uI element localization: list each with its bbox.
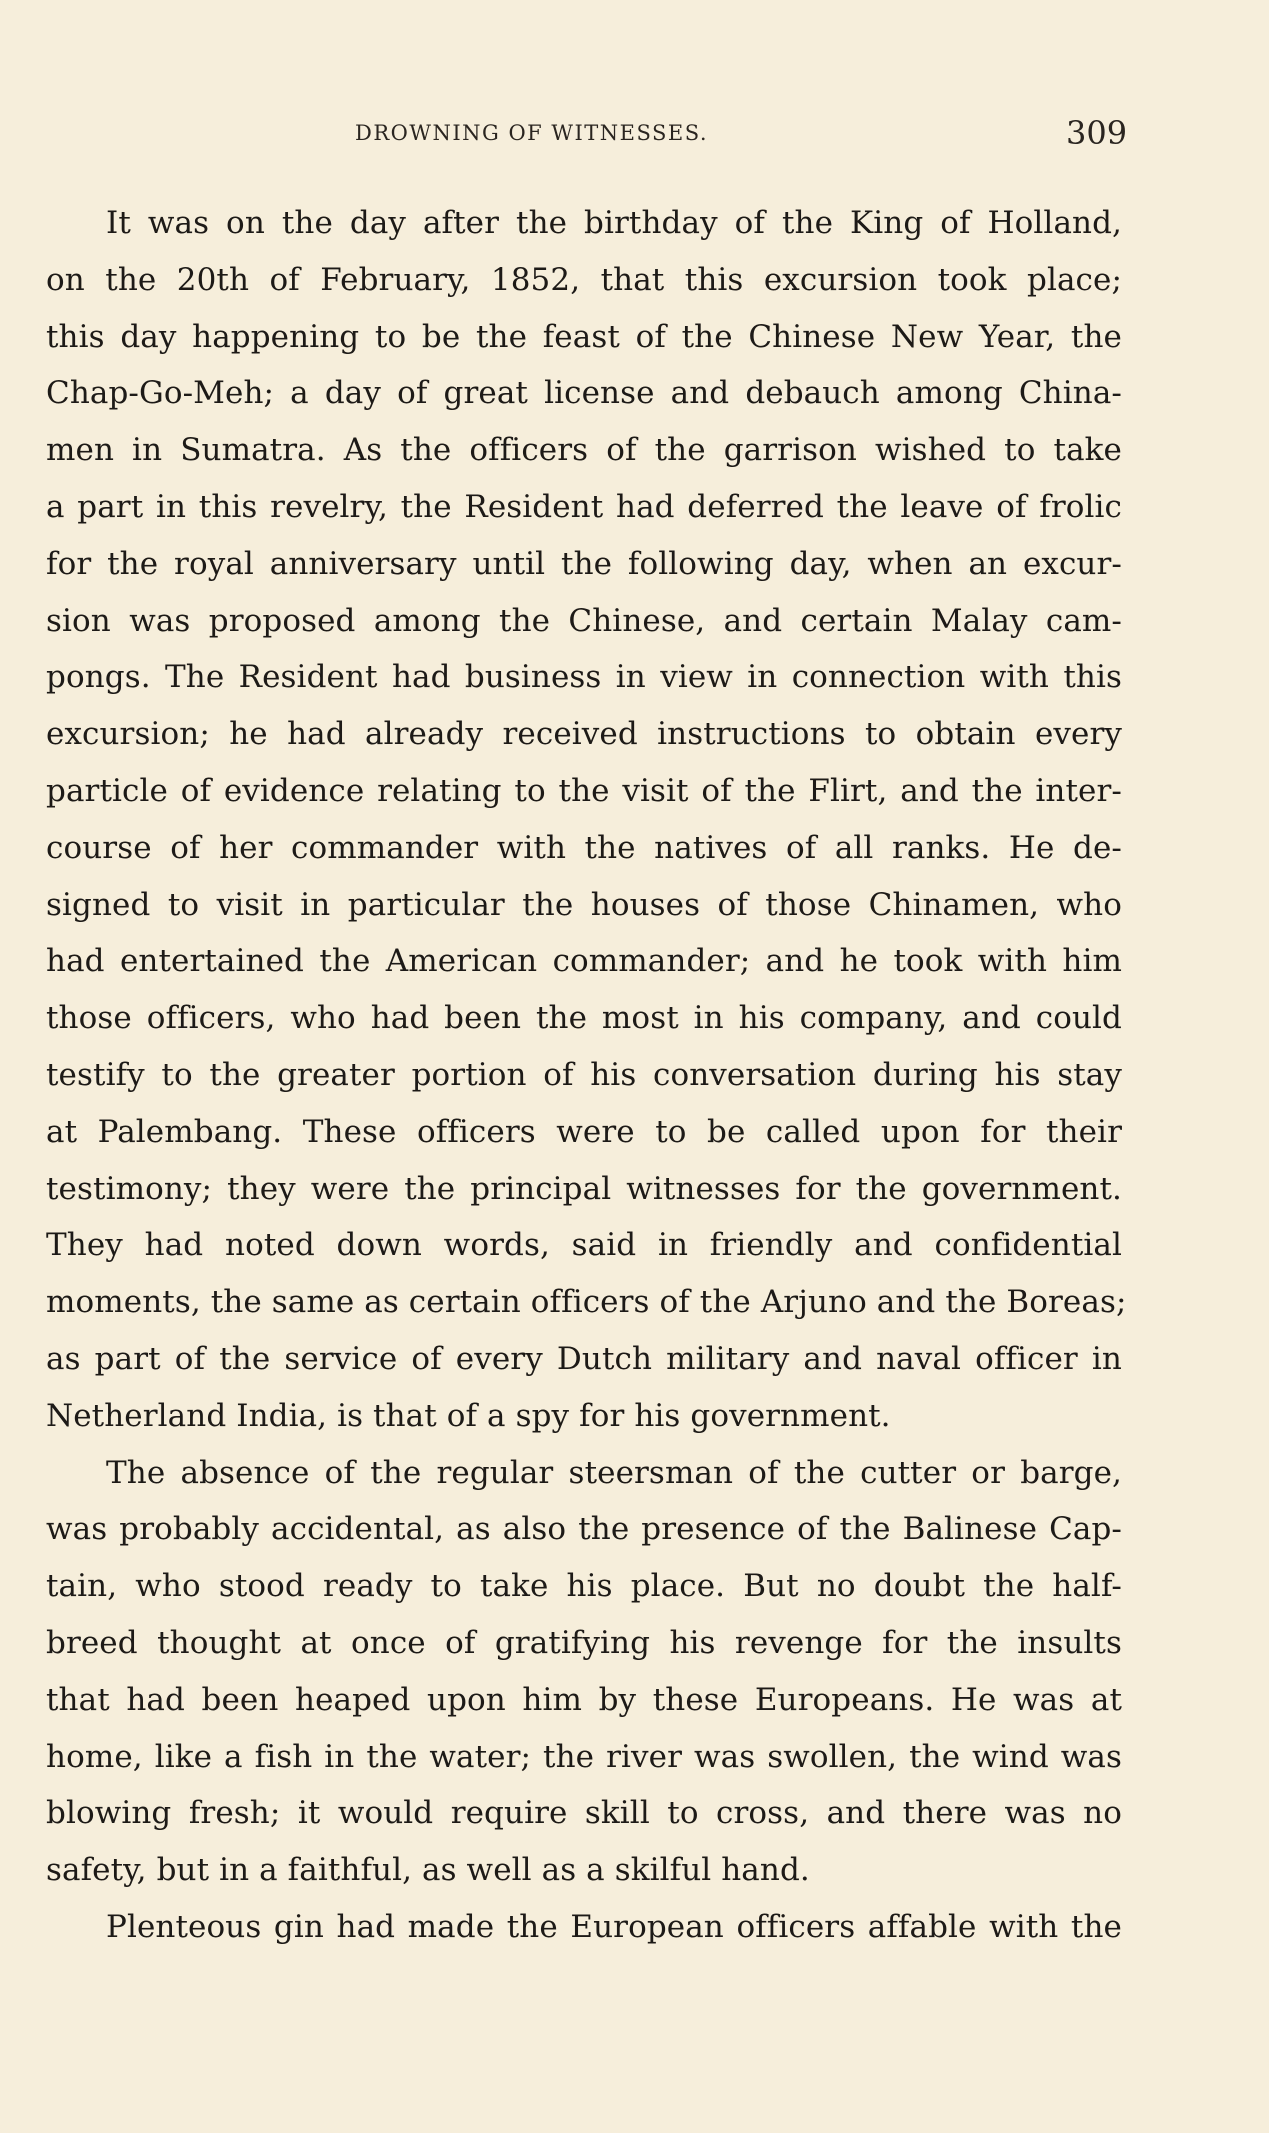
text-line: pongs. The Resident had business in view in connection with this <box>46 659 1122 696</box>
text-line: moments, the same as certain officers of the Arjuno and the Boreas; <box>46 1284 1127 1321</box>
text-line: excursion; he had already received instructions to obtain every <box>46 716 1122 753</box>
text-line: particle of evidence relating to the visit of the Flirt, and the inter- <box>46 772 1122 809</box>
text-line: testimony; they were the principal witnesses for the government. <box>46 1170 1122 1207</box>
text-line: The absence of the regular steersman of the cutter or barge, <box>106 1454 1122 1491</box>
text-line: safety, but in a faithful, as well as a skilful hand. <box>46 1852 810 1889</box>
text-line: those officers, who had been the most in his company, and could <box>46 1000 1122 1037</box>
text-line: Plenteous gin had made the European officers affable with the <box>106 1908 1122 1945</box>
body-text <box>46 205 1127 1969</box>
text-line: Chap-Go-Meh; a day of great license and debauch among China- <box>46 375 1122 412</box>
running-head: DROWNING OF WITNESSES. <box>355 121 709 145</box>
text-line: sion was proposed among the Chinese, and certain Malay cam- <box>46 602 1122 639</box>
text-line: breed thought at once of gratifying his revenge for the insults <box>46 1624 1122 1661</box>
text-line: home, like a fish in the water; the river was swollen, the wind was <box>46 1738 1122 1775</box>
page-number: 309 <box>1066 114 1128 152</box>
text-line: They had noted down words, said in friendly and confidential <box>46 1227 1122 1264</box>
text-line: signed to visit in particular the houses of those Chinamen, who <box>46 886 1122 923</box>
text-line: this day happening to be the feast of the Chinese New Year, the <box>46 318 1122 355</box>
text-line: blowing fresh; it would require skill to cross, and there was no <box>46 1795 1122 1832</box>
text-line: on the 20th of February, 1852, that this excursion took place; <box>46 261 1122 298</box>
text-line: men in Sumatra. As the officers of the garrison wished to take <box>46 432 1122 469</box>
text-line: that had been heaped upon him by these Europeans. He was at <box>46 1681 1122 1718</box>
text-line: tain, who stood ready to take his place. But no doubt the half- <box>46 1568 1122 1605</box>
text-line: at Palembang. These officers were to be called upon for their <box>46 1113 1122 1150</box>
text-line: It was on the day after the birthday of the King of Holland, <box>106 205 1122 241</box>
text-line: Netherland India, is that of a spy for his government. <box>46 1397 891 1434</box>
text-line: testify to the greater portion of his conversation during his stay <box>46 1056 1122 1093</box>
text-line: as part of the service of every Dutch military and naval officer in <box>46 1340 1122 1377</box>
text-line: for the royal anniversary until the following day, when an excur- <box>46 545 1122 582</box>
text-line: a part in this revelry, the Resident had deferred the leave of frolic <box>46 488 1122 525</box>
text-line: had entertained the American commander; and he took with him <box>46 943 1122 980</box>
text-line: was probably accidental, as also the presence of the Balinese Cap- <box>46 1511 1122 1548</box>
text-line: course of her commander with the natives of all ranks. He de- <box>46 829 1122 866</box>
